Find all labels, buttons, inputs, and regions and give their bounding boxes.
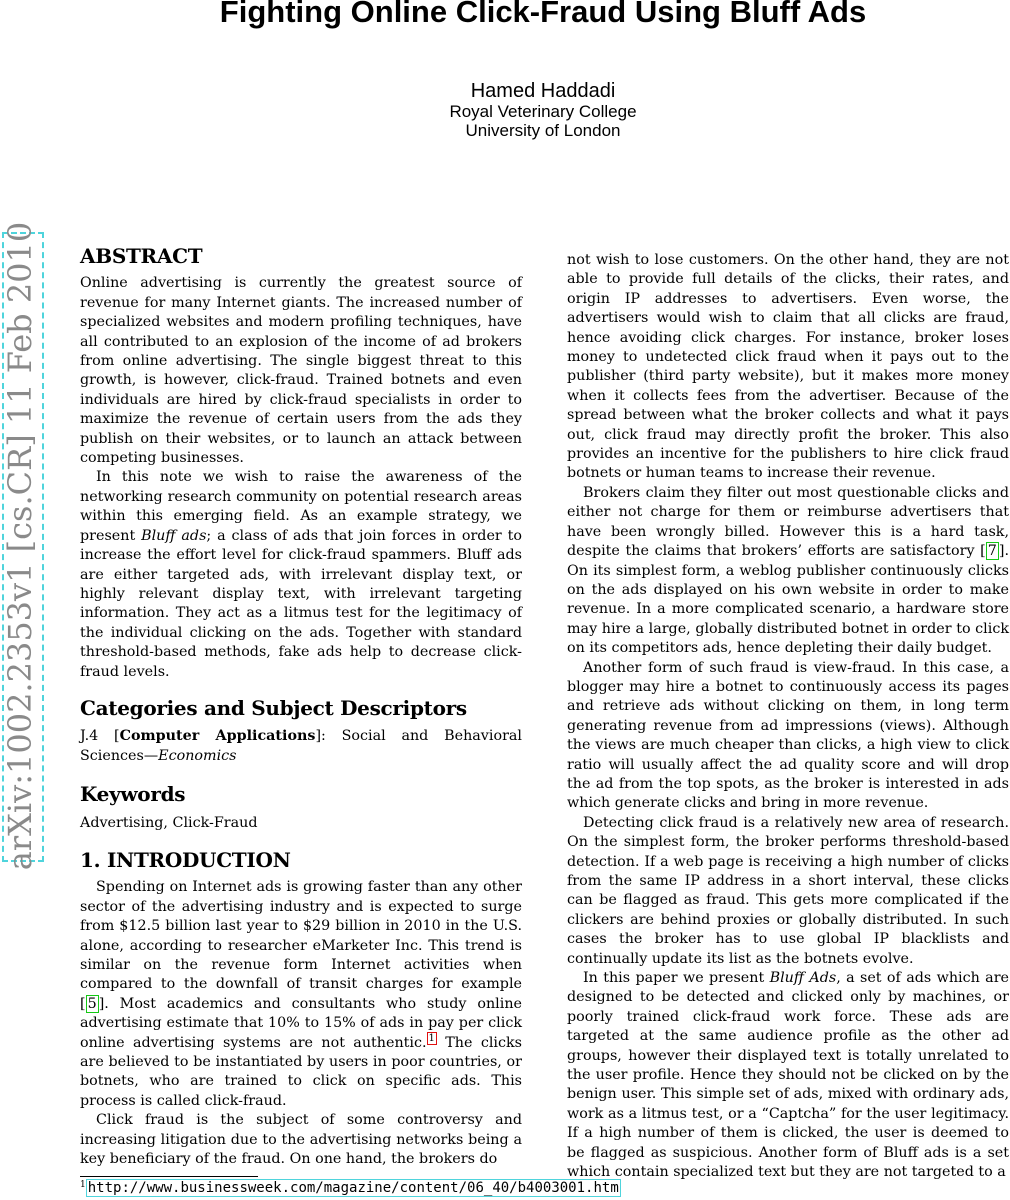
categories-text: J.4 [Computer Applications]: Social and Behavioral Sciences—Economics <box>80 728 522 764</box>
keywords-heading: Keywords <box>80 782 186 807</box>
right-paragraph-4: Detecting click fraud is a relatively new area of research. On the simplest form, the broker performs threshold-based detection. If a web page is receiving a high number of clicks from the same IP address in a short interval, these clicks can be flagged as fraud. This gets more complicated if the clickers are behind proxies or globally distributed. In such cases the broker has to use global IP blacklists and continually update its list as the botnets evolve. <box>567 814 1009 967</box>
footnote-link-1[interactable]: 1 <box>428 1032 435 1044</box>
affiliation-college: Royal Veterinary College <box>449 102 637 121</box>
right-paragraph-3: Another form of such fraud is view-fraud. In this case, a blogger may hire a botnet to continuously access its pages and retrieve ads without clicking on them, in long term generating revenue from ad impressions (views). Although the views are much cheaper than clicks, a high view to click ratio will usually affect the ad quality score and will drop the ad from the top spots, as the broker is interested in ads which generate clicks and bring in more revenue. <box>567 659 1009 812</box>
introduction-heading: 1. INTRODUCTION <box>80 847 291 872</box>
abstract-heading: ABSTRACT <box>80 244 203 268</box>
author-name: Hamed Haddadi <box>470 80 616 102</box>
abstract-paragraph-1: Online advertising is currently the greatest source of revenue for many Internet giants. The increased number of specialized websites and modern profiling techniques, have all contributed to an explosion of the income of ad brokers from online advertising. The single biggest threat to this growth, is however, click-fraud. Trained botnets and even individuals are hired by click-fraud specialists in order to maximize the revenue of certain users from the ads they publish on their websites, or to launch an attack between competing businesses. <box>80 275 522 467</box>
bluff-ads-term: Bluff ads <box>141 527 207 544</box>
intro-paragraph-1: Spending on Internet ads is growing faster than any other sector of the advertising industry and is expected to surge from $12.5 billion last year to $29 billion in 2010 in the U.S. alone, according to researcher eMarketer Inc. This trend is similar on the revenue form Internet activities when compared to the downfall of transit charges for example [ 5 ]. Most academics and consultants who study online advertising estimate that 10% to 15% of ads in pay per click online advertising systems are not authentic. $^1$ The clicks are believed to be instantiated by users in poor countries, or botnets, who are trained to click on specific ads. This process is called click-fraud. <box>80 879 522 1109</box>
footnote <box>80 1180 621 1196</box>
arxiv-identifier[interactable]: arXiv:1002.2353v1 [cs.CR] 11 Feb 2010 <box>1 221 39 871</box>
author-block <box>0 82 1010 140</box>
footnote-number: 1 <box>80 1180 86 1190</box>
affiliation-university: University of London <box>465 121 621 140</box>
footnote-divider <box>80 1176 258 1177</box>
citation-link-7[interactable]: 7 <box>987 543 997 560</box>
right-paragraph-5: In this paper we present Bluff Ads, a set of ads which are designed to be detected and clicked only by machines, or poorly trained click-fraud work force. These ads are targeted at the same audience profile as the other ad groups, however their displayed text is totally unrelated to the user profile. Hence they should not be clicked on by the benign user. This simple set of ads, mixed with ordinary ads, work as a litmus test, or a “Captcha” for the user legitimacy. If a high number of them is clicked, the user is deemed to be flagged as suspicious. Another form of Bluff ads is a set which contain specialized text but they are not targeted to a <box>567 970 1009 1181</box>
category-bold: Computer Applications <box>119 728 316 745</box>
paper-title: Fighting Online Click-Fraud Using Bluff Ads <box>219 0 867 29</box>
keywords-text: Advertising, Click-Fraud <box>80 814 258 831</box>
right-column <box>567 251 1009 1183</box>
left-column <box>80 244 522 1169</box>
bluff-ads-term-2: Bluff Ads <box>769 970 837 987</box>
citation-link-5[interactable]: 5 <box>87 995 97 1012</box>
right-paragraph-1: not wish to lose customers. On the other hand, they are not able to provide full details of the clicks, their rates, and origin IP addresses to advertisers. Even worse, the advertisers would wish to claim that all clicks are fraud, hence avoiding click charges. For instance, broker loses money to undetected click fraud when it pays out to the publisher (third party website), but it makes more money when it collects fees from the advertiser. Because of the spread between what the broker collects and what it pays out, click fraud may directly profit the broker. This also provides an incentive for the publishers to hire click fraud botnets or human teams to increase their revenue. <box>567 252 1009 482</box>
footnote-url-link[interactable]: http://www.businessweek.com/magazine/content/06_40/b4003001.htm <box>87 1180 619 1196</box>
right-paragraph-2: Brokers claim they filter out most questionable clicks and either not charge for them or reimburse advertisers that have been wrongly billed. However this is a hard task, despite the claims that brokers’ efforts are satisfactory [ 7 ]. On its simplest form, a weblog publisher continuously clicks on the ads displayed on his own website in order to make revenue. In a more complicated scenario, a hardware store may hire a large, globally distributed botnet in order to click on its competitors ads, hence depleting their daily budget. <box>567 484 1009 657</box>
intro-paragraph-2: Click fraud is the subject of some controversy and increasing litigation due to the advertising networks being a key beneficiary of the fraud. On one hand, the brokers do <box>80 1112 522 1168</box>
abstract-paragraph-2: In this note we wish to raise the awareness of the networking research community on potential research areas within this emerging field. As an example strategy, we present Bluff ads; a class of ads that join forces in order to increase the effort level for click-fraud spammers. Bluff ads are either targeted ads, with irrelevant display text, or highly relevant display text, with irrelevant targeting information. They act as a litmus test for the legitimacy of the individual clicking on the ads. Together with standard threshold-based methods, fake ads help to decrease click-fraud levels. <box>80 469 522 680</box>
category-subject: Economics <box>158 747 237 764</box>
categories-heading: Categories and Subject Descriptors <box>80 695 467 720</box>
